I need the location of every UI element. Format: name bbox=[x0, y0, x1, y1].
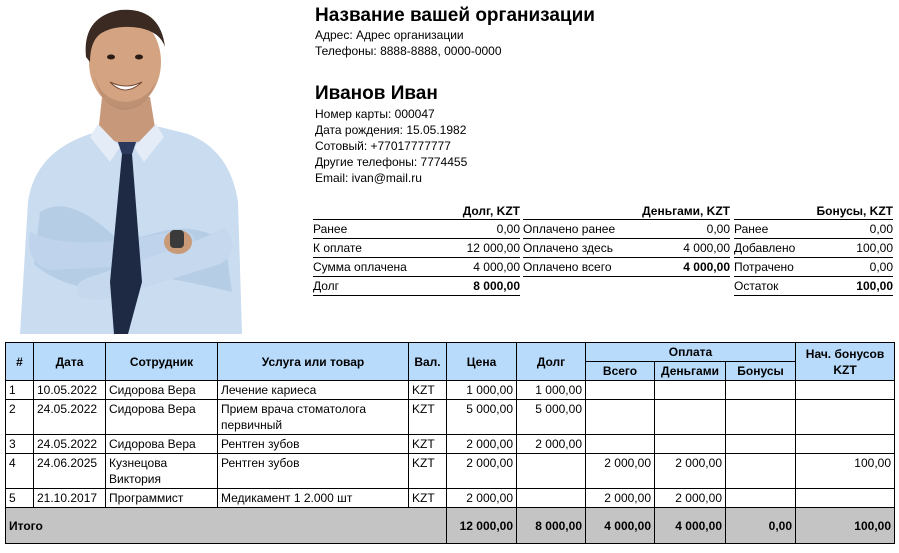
cell-debt bbox=[517, 489, 586, 508]
cell-service: Лечение кариеса bbox=[218, 381, 409, 400]
cell-accrued-bonuses: 100,00 bbox=[796, 454, 895, 489]
totals-price: 12 000,00 bbox=[447, 508, 517, 544]
table-row bbox=[6, 381, 895, 400]
client-name: Иванов Иван bbox=[315, 83, 438, 104]
cell-debt: 2 000,00 bbox=[517, 435, 586, 454]
bonus-row-total: Остаток 100,00 bbox=[734, 277, 893, 296]
cell-currency: KZT bbox=[409, 489, 447, 508]
cell-price: 2 000,00 bbox=[447, 435, 517, 454]
table-row bbox=[6, 400, 895, 435]
money-row: Оплачено здесь 4 000,00 bbox=[523, 239, 730, 258]
header-price: Цена bbox=[447, 343, 517, 381]
cell-num: 5 bbox=[6, 489, 34, 508]
cell-currency: KZT bbox=[409, 435, 447, 454]
cell-service: Рентген зубов bbox=[218, 454, 409, 489]
client-photo bbox=[10, 2, 250, 334]
cell-accrued-bonuses bbox=[796, 400, 895, 435]
money-summary-header: Деньгами, KZT bbox=[523, 203, 730, 220]
header-date: Дата bbox=[34, 343, 106, 381]
cell-payment-money bbox=[655, 435, 726, 454]
totals-row bbox=[6, 508, 895, 544]
bonus-row: Добавлено 100,00 bbox=[734, 239, 893, 258]
totals-payment-bonuses: 0,00 bbox=[726, 508, 796, 544]
cell-currency: KZT bbox=[409, 381, 447, 400]
debt-summary bbox=[313, 203, 520, 296]
cell-payment-total bbox=[586, 381, 655, 400]
cell-payment-bonuses bbox=[726, 489, 796, 508]
table-row bbox=[6, 489, 895, 508]
bonus-row: Ранее 0,00 bbox=[734, 220, 893, 239]
cell-num: 2 bbox=[6, 400, 34, 435]
header-payment-total: Всего bbox=[586, 362, 655, 381]
table-row bbox=[6, 435, 895, 454]
totals-payment-money: 4 000,00 bbox=[655, 508, 726, 544]
services-table-body bbox=[6, 381, 895, 508]
debt-row: Ранее 0,00 bbox=[313, 220, 520, 239]
cell-payment-bonuses bbox=[726, 454, 796, 489]
cell-accrued-bonuses bbox=[796, 435, 895, 454]
totals-payment-total: 4 000,00 bbox=[586, 508, 655, 544]
client-info bbox=[315, 82, 467, 186]
cell-date: 24.05.2022 bbox=[34, 400, 106, 435]
cell-service: Рентген зубов bbox=[218, 435, 409, 454]
totals-label: Итого bbox=[6, 508, 447, 544]
cell-service: Медикамент 1 2.000 шт bbox=[218, 489, 409, 508]
client-birthdate: Дата рождения: 15.05.1982 bbox=[315, 123, 467, 137]
header-payment: Оплата bbox=[586, 343, 796, 362]
organization-header bbox=[315, 5, 595, 59]
cell-accrued-bonuses bbox=[796, 381, 895, 400]
money-row-total: Оплачено всего 4 000,00 bbox=[523, 258, 730, 277]
header-payment-money: Деньгами bbox=[655, 362, 726, 381]
cell-employee: Сидорова Вера bbox=[106, 400, 218, 435]
cell-payment-money: 2 000,00 bbox=[655, 454, 726, 489]
totals-debt: 8 000,00 bbox=[517, 508, 586, 544]
client-email: Email: ivan@mail.ru bbox=[315, 171, 422, 185]
debt-summary-header: Долг, KZT bbox=[313, 203, 520, 220]
organization-name: Название вашей организации bbox=[315, 5, 595, 26]
header-accrued-bonuses: Нач. бонусов KZT bbox=[796, 343, 895, 381]
debt-row: К оплате 12 000,00 bbox=[313, 239, 520, 258]
cell-debt bbox=[517, 454, 586, 489]
cell-price: 1 000,00 bbox=[447, 381, 517, 400]
header-debt: Долг bbox=[517, 343, 586, 381]
table-row bbox=[6, 454, 895, 489]
services-table bbox=[5, 342, 895, 544]
cell-payment-money bbox=[655, 381, 726, 400]
client-card: Номер карты: 000047 bbox=[315, 107, 435, 121]
cell-payment-total: 2 000,00 bbox=[586, 489, 655, 508]
client-other-phones: Другие телефоны: 7774455 bbox=[315, 155, 468, 169]
cell-accrued-bonuses bbox=[796, 489, 895, 508]
cell-payment-money bbox=[655, 400, 726, 435]
cell-employee: Сидорова Вера bbox=[106, 435, 218, 454]
cell-payment-total bbox=[586, 435, 655, 454]
cell-currency: KZT bbox=[409, 400, 447, 435]
cell-payment-money: 2 000,00 bbox=[655, 489, 726, 508]
cell-payment-bonuses bbox=[726, 400, 796, 435]
money-summary bbox=[523, 203, 730, 277]
cell-employee: Программист bbox=[106, 489, 218, 508]
cell-payment-bonuses bbox=[726, 435, 796, 454]
cell-payment-total: 2 000,00 bbox=[586, 454, 655, 489]
organization-address: Адрес: Адрес организации bbox=[315, 28, 464, 42]
bonus-summary bbox=[734, 203, 893, 296]
cell-employee: Кузнецова Виктория bbox=[106, 454, 218, 489]
cell-date: 24.05.2022 bbox=[34, 435, 106, 454]
cell-date: 21.10.2017 bbox=[34, 489, 106, 508]
header-service: Услуга или товар bbox=[218, 343, 409, 381]
debt-row: Сумма оплачена 4 000,00 bbox=[313, 258, 520, 277]
cell-date: 24.06.2025 bbox=[34, 454, 106, 489]
header-num: # bbox=[6, 343, 34, 381]
totals-accrued: 100,00 bbox=[796, 508, 895, 544]
bonus-summary-header: Бонусы, KZT bbox=[734, 203, 893, 220]
cell-price: 2 000,00 bbox=[447, 454, 517, 489]
cell-payment-bonuses bbox=[726, 381, 796, 400]
debt-row-total: Долг 8 000,00 bbox=[313, 277, 520, 296]
cell-num: 1 bbox=[6, 381, 34, 400]
client-mobile: Сотовый: +77017777777 bbox=[315, 139, 451, 153]
cell-debt: 5 000,00 bbox=[517, 400, 586, 435]
cell-price: 5 000,00 bbox=[447, 400, 517, 435]
cell-num: 3 bbox=[6, 435, 34, 454]
header-currency: Вал. bbox=[409, 343, 447, 381]
cell-payment-total bbox=[586, 400, 655, 435]
cell-price: 2 000,00 bbox=[447, 489, 517, 508]
money-row: Оплачено ранее 0,00 bbox=[523, 220, 730, 239]
header-employee: Сотрудник bbox=[106, 343, 218, 381]
bonus-row: Потрачено 0,00 bbox=[734, 258, 893, 277]
cell-date: 10.05.2022 bbox=[34, 381, 106, 400]
cell-num: 4 bbox=[6, 454, 34, 489]
cell-service: Прием врача стоматолога первичный bbox=[218, 400, 409, 435]
cell-employee: Сидорова Вера bbox=[106, 381, 218, 400]
organization-phones: Телефоны: 8888-8888, 0000-0000 bbox=[315, 44, 502, 58]
header-payment-bonuses: Бонусы bbox=[726, 362, 796, 381]
cell-debt: 1 000,00 bbox=[517, 381, 586, 400]
cell-currency: KZT bbox=[409, 454, 447, 489]
